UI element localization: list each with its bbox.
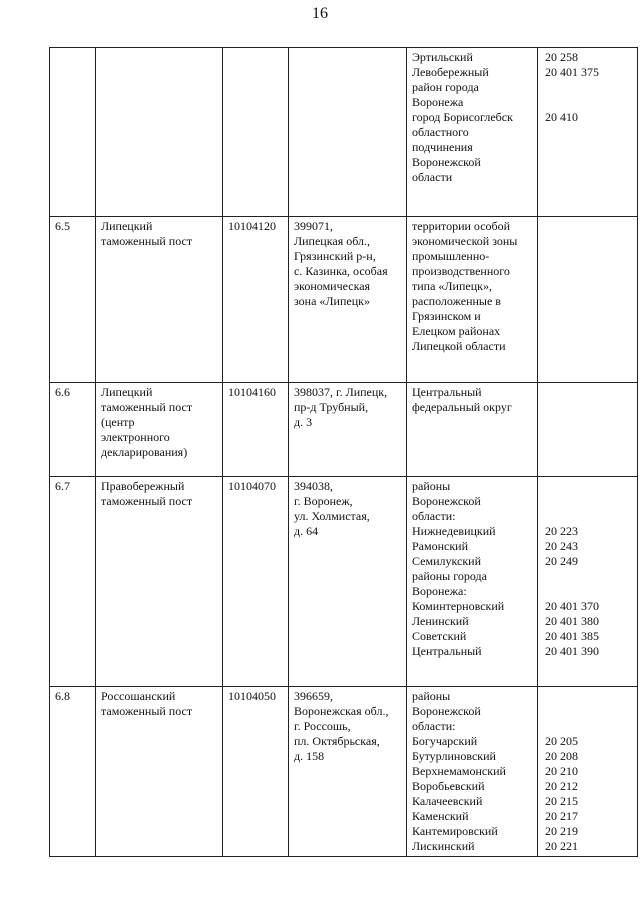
post-name-line: таможенный пост	[101, 704, 193, 718]
territory-line: Центральный	[412, 385, 482, 399]
okato-spacer	[543, 264, 633, 279]
territory-line: экономической зоны	[412, 234, 518, 248]
okato-code: 20 208	[545, 749, 578, 763]
address-line: 396659,	[294, 689, 333, 703]
territory-cell	[407, 383, 538, 477]
address-line: Липецкая обл.,	[294, 234, 371, 248]
territory-line: Каменский	[412, 809, 469, 823]
address-line: Воронежская обл.,	[294, 704, 389, 718]
okato-code: 20 401 375	[545, 65, 599, 79]
address-line: д. 64	[294, 524, 319, 538]
territory-line: Семилукский	[412, 554, 482, 568]
okato-spacer	[543, 689, 633, 704]
okato-spacer	[543, 509, 633, 524]
okato-spacer	[543, 385, 633, 400]
post-code-cell	[223, 477, 289, 687]
post-name-line: Липецкий	[101, 385, 153, 399]
post-name-cell	[96, 687, 223, 857]
okato-code: 20 221	[545, 839, 578, 853]
territory-line: Ленинский	[412, 614, 469, 628]
post-name-line: Россошанский	[101, 689, 176, 703]
address-line: зона «Липецк»	[294, 294, 370, 308]
page-number: 16	[312, 5, 328, 22]
address-line: Грязинский р-н,	[294, 249, 376, 263]
territory-line: Богучарский	[412, 734, 478, 748]
okato-code: 20 410	[545, 110, 578, 124]
post-code: 10104050	[228, 689, 276, 703]
territory-line: Советский	[412, 629, 467, 643]
territory-line: области:	[412, 719, 456, 733]
okato-spacer	[543, 155, 633, 170]
territory-line: Воронежской	[412, 704, 481, 718]
territory-line: районы	[412, 479, 451, 493]
okato-spacer	[543, 479, 633, 494]
okato-code: 20 243	[545, 539, 578, 553]
territory-line: типа «Липецк»,	[412, 279, 492, 293]
okato-spacer	[543, 234, 633, 249]
territory-line: Калачеевский	[412, 794, 483, 808]
post-name-line: таможенный пост	[101, 400, 193, 414]
okato-spacer	[543, 569, 633, 584]
okato-spacer	[543, 249, 633, 264]
territory-line: промышленно-	[412, 249, 490, 263]
table-row	[50, 217, 638, 383]
okato-code: 20 401 370	[545, 599, 599, 613]
address-line: ул. Холмистая,	[294, 509, 370, 523]
okato-code: 20 219	[545, 824, 578, 838]
okato-code-cell	[538, 687, 638, 857]
post-name-cell	[96, 217, 223, 383]
post-name-cell	[96, 48, 223, 217]
post-code-cell	[223, 687, 289, 857]
territory-cell	[407, 477, 538, 687]
okato-code: 20 258	[545, 50, 578, 64]
post-code-cell	[223, 217, 289, 383]
territory-line: Кантемировский	[412, 824, 498, 838]
post-code-cell	[223, 383, 289, 477]
territory-line: Левобережный	[412, 65, 489, 79]
address-cell	[289, 48, 407, 217]
territory-line: Центральный	[412, 644, 482, 658]
okato-code-cell	[538, 477, 638, 687]
okato-code: 20 401 385	[545, 629, 599, 643]
row-number: 6.6	[55, 385, 70, 399]
address-line: экономическая	[294, 279, 371, 293]
okato-code-cell	[538, 48, 638, 217]
territory-line: расположенные в	[412, 294, 501, 308]
territory-cell	[407, 687, 538, 857]
address-cell	[289, 217, 407, 383]
table-row	[50, 477, 638, 687]
territory-line: областного	[412, 125, 469, 139]
okato-spacer	[543, 294, 633, 309]
territory-line: районы	[412, 689, 451, 703]
okato-spacer	[543, 95, 633, 110]
territory-line: район города	[412, 80, 479, 94]
okato-code-cell	[538, 217, 638, 383]
address-line: д. 158	[294, 749, 325, 763]
post-name-cell	[96, 383, 223, 477]
territory-line: производственного	[412, 264, 510, 278]
territory-line: Рамонский	[412, 539, 469, 553]
territory-line: Грязинском и	[412, 309, 481, 323]
okato-spacer	[543, 494, 633, 509]
territory-line: город Борисоглебск	[412, 110, 513, 124]
territory-cell	[407, 217, 538, 383]
okato-spacer	[543, 80, 633, 95]
address-line: с. Казинка, особая	[294, 264, 388, 278]
territory-line: Воронежа:	[412, 584, 467, 598]
post-name-cell	[96, 477, 223, 687]
okato-code: 20 249	[545, 554, 578, 568]
address-line: д. 3	[294, 415, 313, 429]
territory-line: Лискинский	[412, 839, 475, 853]
okato-code: 20 210	[545, 764, 578, 778]
address-line: пр-д Трубный,	[294, 400, 369, 414]
address-line: г. Россошь,	[294, 719, 351, 733]
post-name-line: электронного	[101, 430, 170, 444]
okato-code: 20 212	[545, 779, 578, 793]
post-name-line: Правобережный	[101, 479, 185, 493]
address-line: г. Воронеж,	[294, 494, 353, 508]
post-code: 10104160	[228, 385, 276, 399]
address-line: пл. Октябрьская,	[294, 734, 380, 748]
row-number-cell	[50, 477, 96, 687]
table-row	[50, 383, 638, 477]
okato-code: 20 217	[545, 809, 578, 823]
row-number-cell	[50, 687, 96, 857]
row-number-cell	[50, 48, 96, 217]
post-name-line: (центр	[101, 415, 135, 429]
address-line: 398037, г. Липецк,	[294, 385, 388, 399]
okato-spacer	[543, 339, 633, 354]
row-number-cell	[50, 217, 96, 383]
territory-line: Нижнедевицкий	[412, 524, 496, 538]
territory-line: Елецком районах	[412, 324, 501, 338]
okato-code-cell	[538, 383, 638, 477]
okato-spacer	[543, 140, 633, 155]
row-number: 6.5	[55, 219, 70, 233]
okato-spacer	[543, 279, 633, 294]
table-row	[50, 48, 638, 217]
territory-line: области:	[412, 509, 456, 523]
customs-posts-table	[49, 47, 638, 857]
post-name-line: таможенный пост	[101, 234, 193, 248]
row-number: 6.7	[55, 479, 70, 493]
post-name-line: таможенный пост	[101, 494, 193, 508]
post-code: 10104070	[228, 479, 276, 493]
address-line: 394038,	[294, 479, 333, 493]
okato-spacer	[543, 309, 633, 324]
territory-line: подчинения	[412, 140, 473, 154]
territory-line: Воронежа	[412, 95, 464, 109]
address-cell	[289, 383, 407, 477]
okato-code: 20 401 380	[545, 614, 599, 628]
territory-cell	[407, 48, 538, 217]
okato-spacer	[543, 324, 633, 339]
territory-line: Воронежской	[412, 155, 481, 169]
address-cell	[289, 477, 407, 687]
okato-spacer	[543, 125, 633, 140]
okato-spacer	[543, 584, 633, 599]
okato-code: 20 401 390	[545, 644, 599, 658]
post-code: 10104120	[228, 219, 276, 233]
row-number: 6.8	[55, 689, 70, 703]
territory-line: Бутурлиновский	[412, 749, 496, 763]
territory-line: Липецкой области	[412, 339, 506, 353]
okato-spacer	[543, 719, 633, 734]
row-number-cell	[50, 383, 96, 477]
territory-line: Коминтерновский	[412, 599, 505, 613]
okato-spacer	[543, 170, 633, 185]
territory-line: районы города	[412, 569, 487, 583]
post-code-cell	[223, 48, 289, 217]
okato-code: 20 215	[545, 794, 578, 808]
territory-line: Верхнемамонский	[412, 764, 506, 778]
post-name-line: Липецкий	[101, 219, 153, 233]
territory-line: Воронежской	[412, 494, 481, 508]
territory-line: Воробьевский	[412, 779, 485, 793]
post-name-line: декларирования)	[101, 445, 188, 459]
territory-line: территории особой	[412, 219, 511, 233]
territory-line: Эртильский	[412, 50, 473, 64]
territory-line: области	[412, 170, 453, 184]
territory-line: федеральный округ	[412, 400, 512, 414]
okato-spacer	[543, 704, 633, 719]
table-row	[50, 687, 638, 857]
address-line: 399071,	[294, 219, 333, 233]
okato-spacer	[543, 400, 633, 415]
okato-code: 20 223	[545, 524, 578, 538]
okato-spacer	[543, 219, 633, 234]
address-cell	[289, 687, 407, 857]
okato-code: 20 205	[545, 734, 578, 748]
